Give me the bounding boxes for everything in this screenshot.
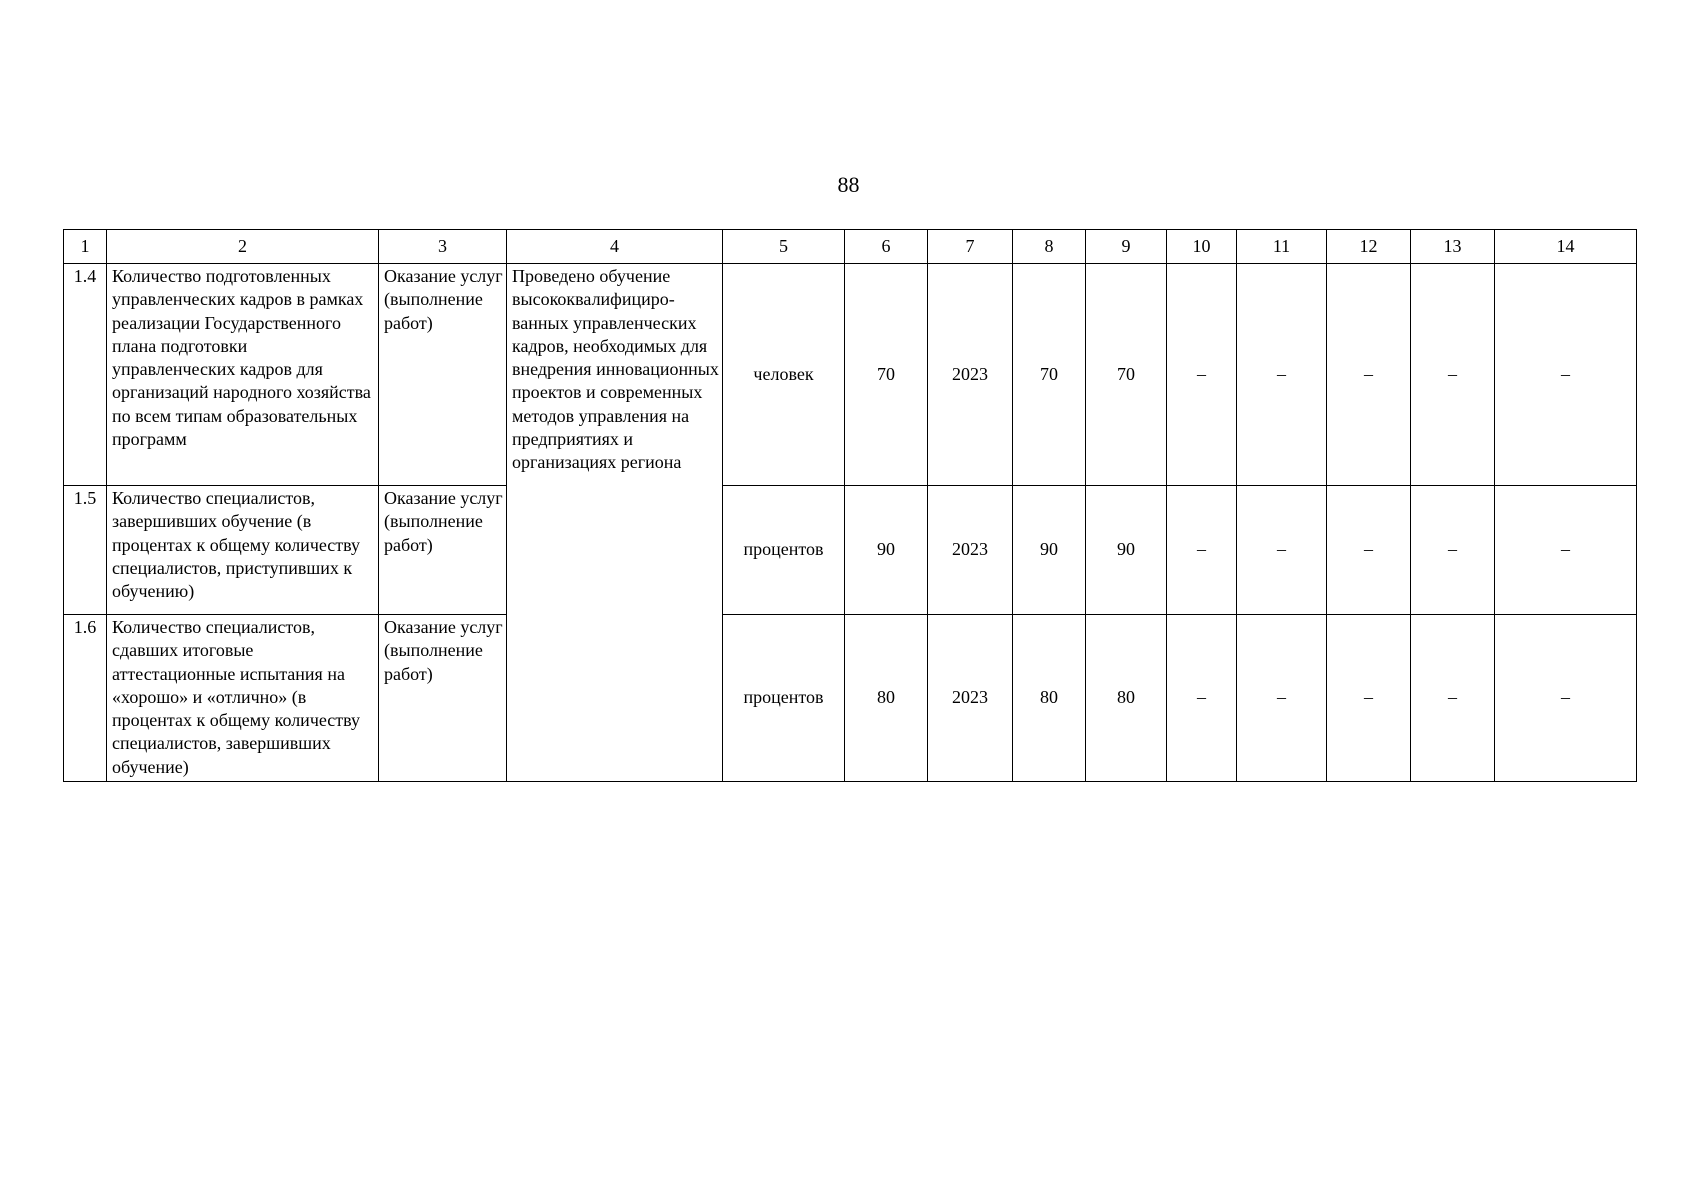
value-col-9: 90 bbox=[1086, 486, 1167, 615]
column-header: 9 bbox=[1086, 230, 1167, 264]
value-col-8: 90 bbox=[1013, 486, 1086, 615]
column-header: 6 bbox=[845, 230, 928, 264]
indicators-table bbox=[63, 229, 1637, 782]
base-value: 90 bbox=[845, 486, 928, 615]
value-col-11: – bbox=[1237, 615, 1327, 782]
value-col-11: – bbox=[1237, 486, 1327, 615]
column-header: 10 bbox=[1167, 230, 1237, 264]
indicator-type: Оказание услуг (выполнение работ) bbox=[379, 615, 507, 782]
column-header: 5 bbox=[723, 230, 845, 264]
value-col-10: – bbox=[1167, 264, 1237, 486]
unit-of-measure: человек bbox=[723, 264, 845, 486]
row-number: 1.5 bbox=[64, 486, 107, 615]
base-value: 80 bbox=[845, 615, 928, 782]
value-col-13: – bbox=[1411, 486, 1495, 615]
column-header: 2 bbox=[107, 230, 379, 264]
value-col-11: – bbox=[1237, 264, 1327, 486]
unit-of-measure: процентов bbox=[723, 486, 845, 615]
value-col-12: – bbox=[1327, 486, 1411, 615]
column-header: 4 bbox=[507, 230, 723, 264]
column-header: 3 bbox=[379, 230, 507, 264]
base-value: 70 bbox=[845, 264, 928, 486]
table-row bbox=[64, 264, 1637, 486]
indicator-type: Оказание услуг (выполнение работ) bbox=[379, 264, 507, 486]
column-number-row bbox=[64, 230, 1637, 264]
value-col-14: – bbox=[1495, 486, 1637, 615]
value-col-8: 80 bbox=[1013, 615, 1086, 782]
page-number: 88 bbox=[837, 172, 860, 197]
value-col-8: 70 bbox=[1013, 264, 1086, 486]
table-row bbox=[64, 486, 1637, 615]
base-year: 2023 bbox=[928, 486, 1013, 615]
value-col-14: – bbox=[1495, 615, 1637, 782]
column-header: 1 bbox=[64, 230, 107, 264]
indicator-type: Оказание услуг (выполнение работ) bbox=[379, 486, 507, 615]
value-col-12: – bbox=[1327, 615, 1411, 782]
table-row bbox=[64, 615, 1637, 782]
row-number: 1.4 bbox=[64, 264, 107, 486]
column-header: 7 bbox=[928, 230, 1013, 264]
base-year: 2023 bbox=[928, 264, 1013, 486]
value-col-14: – bbox=[1495, 264, 1637, 486]
value-col-9: 70 bbox=[1086, 264, 1167, 486]
row-number: 1.6 bbox=[64, 615, 107, 782]
indicator-name: Количество специалистов, сдавших итоговые аттестационные испытания на «хорошо» и «отлично» (в процентах к общему количеству специалистов, завершивших обучение) bbox=[107, 615, 379, 782]
value-col-12: – bbox=[1327, 264, 1411, 486]
base-year: 2023 bbox=[928, 615, 1013, 782]
column-header: 12 bbox=[1327, 230, 1411, 264]
indicator-name: Количество подготовленных управленческих кадров в рамках реализации Государственного плана подготовки управленческих кадров для организаций народного хозяйства по всем типам образовательных программ bbox=[107, 264, 379, 486]
value-col-10: – bbox=[1167, 615, 1237, 782]
column-header: 14 bbox=[1495, 230, 1637, 264]
value-col-13: – bbox=[1411, 615, 1495, 782]
column-header: 13 bbox=[1411, 230, 1495, 264]
value-col-13: – bbox=[1411, 264, 1495, 486]
column-header: 11 bbox=[1237, 230, 1327, 264]
expected-result: Проведено обучение высококвалифициро-ванных управленческих кадров, необходимых для внедрения инновационных проектов и современных методов управления на предприятиях и организациях региона bbox=[507, 264, 723, 782]
indicator-name: Количество специалистов, завершивших обучение (в процентах к общему количеству специалистов, приступивших к обучению) bbox=[107, 486, 379, 615]
value-col-9: 80 bbox=[1086, 615, 1167, 782]
value-col-10: – bbox=[1167, 486, 1237, 615]
column-header: 8 bbox=[1013, 230, 1086, 264]
unit-of-measure: процентов bbox=[723, 615, 845, 782]
